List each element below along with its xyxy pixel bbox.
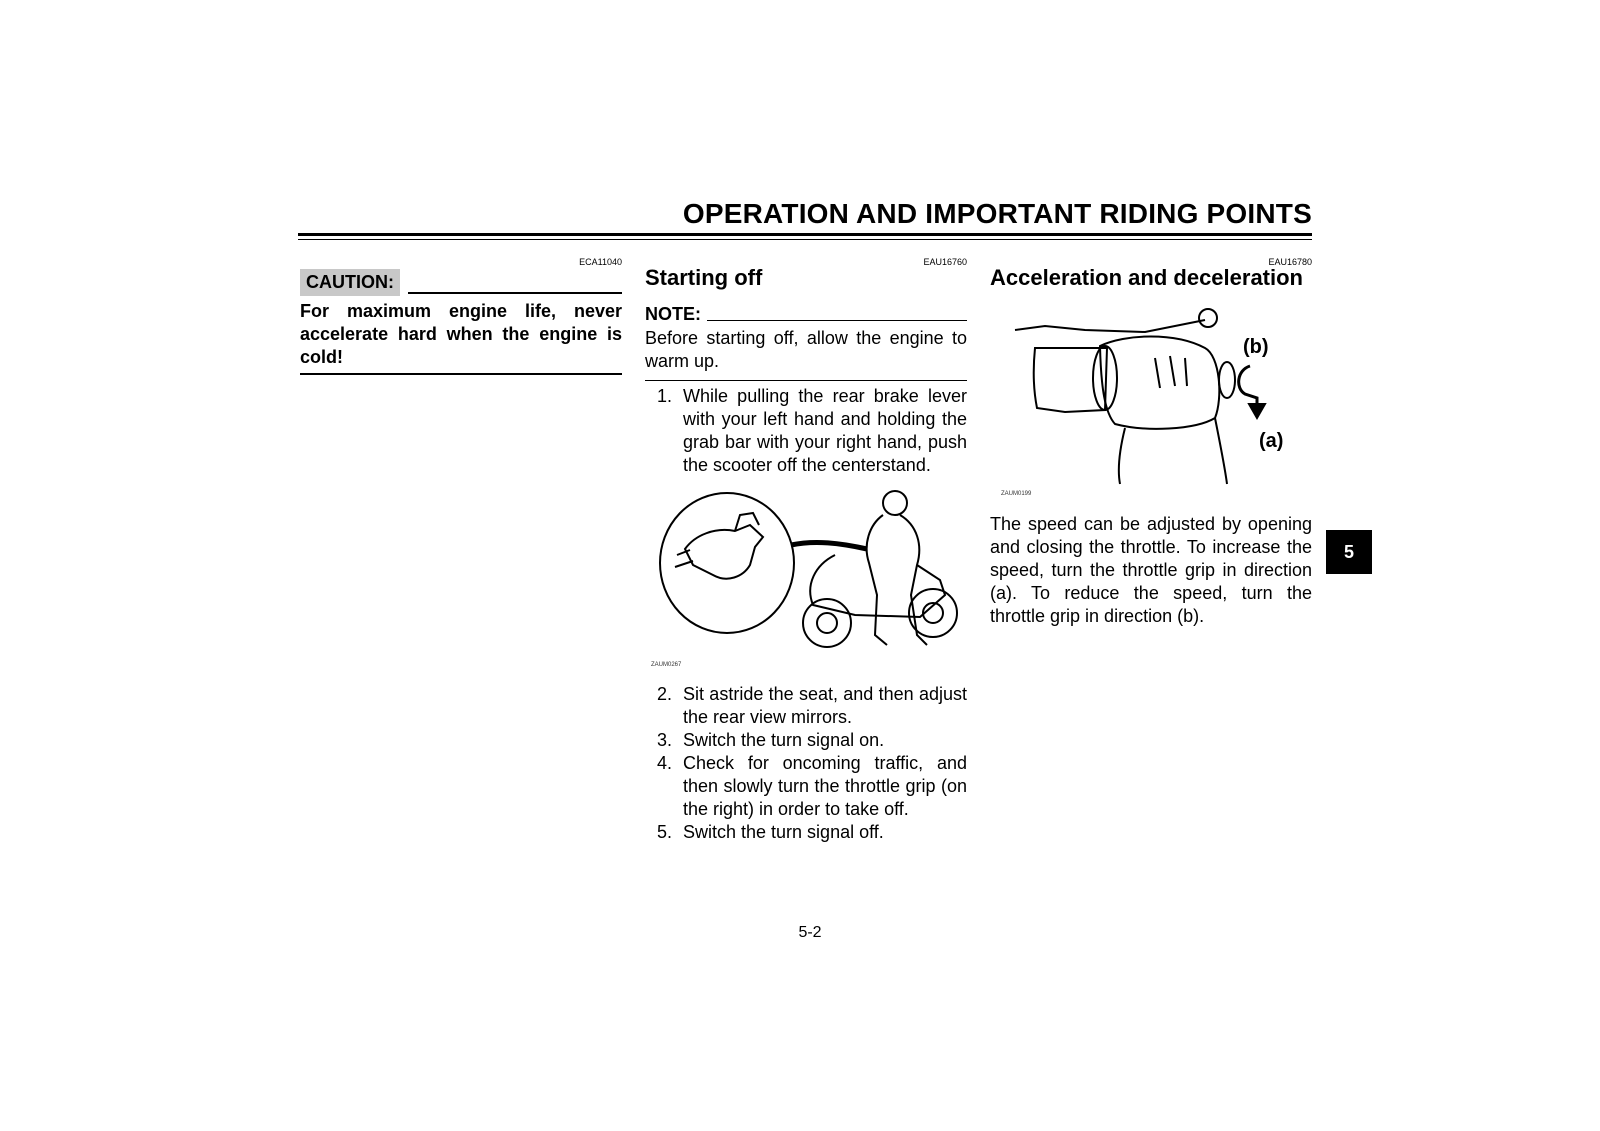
- caution-end-rule: [300, 373, 622, 375]
- brake-lever: [1015, 320, 1205, 332]
- pointer-arrow: [791, 542, 867, 549]
- rider-head: [883, 491, 907, 515]
- step-item: [645, 729, 967, 752]
- step-number: 5.: [657, 822, 673, 842]
- step-item: [645, 752, 967, 821]
- page-header-title: OPERATION AND IMPORTANT RIDING POINTS: [682, 198, 1312, 229]
- acceleration-title: Acceleration and deceleration: [990, 265, 1303, 290]
- step-text: Switch the turn signal off.: [683, 822, 884, 842]
- header-rule-thin: [298, 239, 1312, 240]
- direction-label-b: (b): [1243, 336, 1269, 358]
- starting-off-code: EAU16760: [923, 257, 967, 267]
- page-number: 5-2: [798, 924, 822, 941]
- step-text: Switch the turn signal on.: [683, 730, 885, 750]
- step-number: 2.: [657, 684, 673, 704]
- hand-on-lever: [685, 525, 763, 579]
- steps-list-second: [645, 683, 967, 844]
- detail-inset-circle: [660, 493, 794, 633]
- step-text: Sit astride the seat, and then adjust the rear view mirrors.: [683, 684, 967, 727]
- note-label: NOTE:: [645, 304, 701, 324]
- step-item: [645, 385, 967, 477]
- step-item: [645, 683, 967, 729]
- step-number: 3.: [657, 730, 673, 750]
- caution-code: ECA11040: [579, 257, 622, 267]
- step-number: 4.: [657, 753, 673, 773]
- caution-label: CAUTION:: [300, 269, 400, 296]
- throttle-grip-illustration: [1005, 308, 1295, 488]
- acceleration-code: EAU16780: [1268, 257, 1312, 267]
- note-text: Before starting off, allow the engine to warm up.: [645, 328, 967, 371]
- caution-rule: [408, 292, 622, 294]
- figure-code-throttle: ZAUM0199: [1001, 491, 1032, 497]
- note-end-rule: [645, 380, 967, 381]
- step-text: While pulling the rear brake lever with your left hand and holding the grab bar with your right hand, push the scooter off the centerstand.: [683, 386, 967, 475]
- scooter-centerstand-illustration: [655, 485, 965, 670]
- rotation-arrow: [1239, 366, 1257, 408]
- step-item: [645, 821, 967, 844]
- figure-code-starting: ZAUM0267: [651, 662, 682, 668]
- steps-list-first: [645, 385, 967, 477]
- direction-label-a: (a): [1259, 430, 1284, 452]
- rear-wheel: [909, 589, 957, 637]
- step-text: Check for oncoming traffic, and then slowly turn the throttle grip (on the right) in order to take off.: [683, 753, 967, 819]
- rider-body: [867, 515, 927, 645]
- caution-text: For maximum engine life, never accelerate hard when the engine is cold!: [300, 301, 622, 367]
- starting-off-title: Starting off: [645, 265, 763, 290]
- chapter-tab: 5: [1326, 530, 1372, 574]
- header-rule: [298, 233, 1312, 236]
- acceleration-body: The speed can be adjusted by opening and closing the throttle. To increase the speed, turn the throttle grip in direction (a). To reduce the speed, turn the throttle grip in direction (b).: [990, 514, 1312, 626]
- front-wheel: [803, 599, 851, 647]
- note-rule: [707, 320, 967, 321]
- step-number: 1.: [657, 386, 673, 406]
